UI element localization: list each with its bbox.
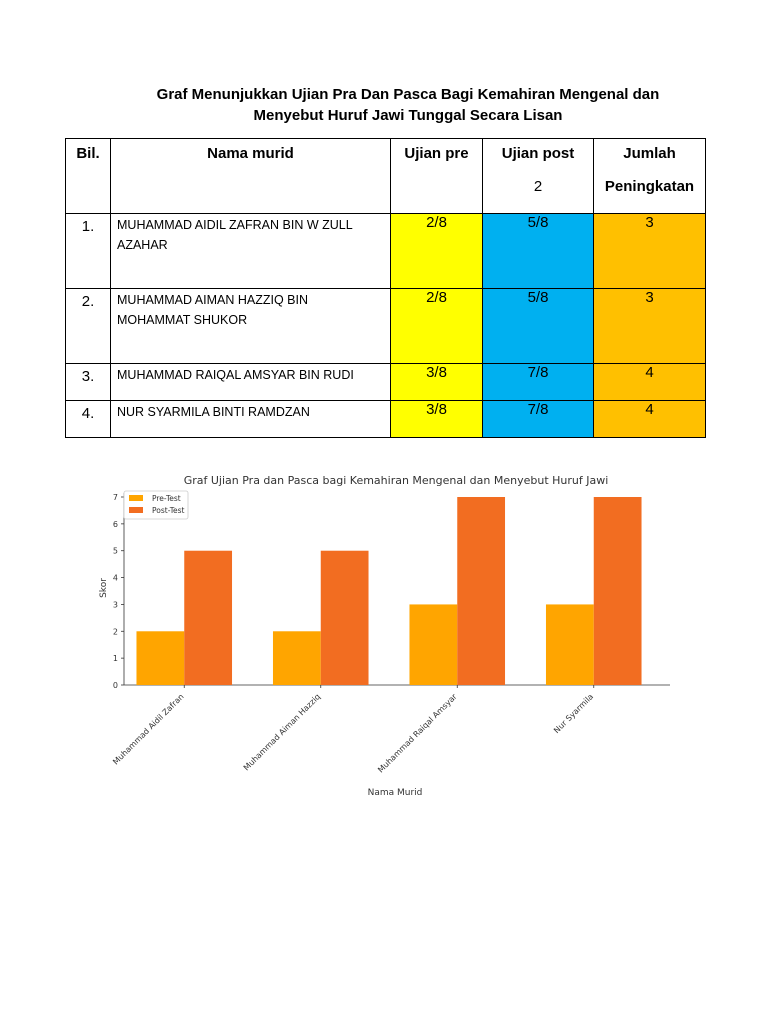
table-header-row <box>66 139 706 214</box>
legend-label-pre: Pre-Test <box>152 494 181 503</box>
table-row <box>66 364 706 401</box>
student-name: MUHAMMAD RAIQAL AMSYAR BIN RUDI <box>111 364 391 401</box>
gain-score: 3 <box>594 214 706 289</box>
x-tick-label: Nur Syarmila <box>552 692 596 736</box>
x-tick-label: Muhammad Aidil Zafran <box>111 692 186 767</box>
row-number: 3. <box>66 364 111 401</box>
header-bil: Bil. <box>66 139 111 214</box>
table-row <box>66 289 706 364</box>
header-ujian-post: Ujian post 2 <box>483 139 594 214</box>
plot-area <box>111 493 670 775</box>
y-tick-label: 7 <box>112 493 118 502</box>
y-tick-label: 1 <box>112 654 118 664</box>
student-name: MUHAMMAD AIDIL ZAFRAN BIN W ZULL AZAHAR <box>111 214 391 289</box>
title-line-2: Menyebut Huruf Jawi Tunggal Secara Lisan <box>253 107 563 124</box>
header-ujian-pre: Ujian pre <box>391 139 483 214</box>
chart-ylabel: Skor <box>99 578 109 598</box>
legend-swatch-post <box>129 507 143 513</box>
title-line-1: Graf Menunjukkan Ujian Pra Dan Pasca Bagi Kemahiran Mengenal dan <box>156 86 660 103</box>
pre-score: 3/8 <box>391 364 483 401</box>
y-tick-label: 2 <box>112 627 118 637</box>
bar-pre-test <box>546 604 594 685</box>
row-number: 4. <box>66 401 111 438</box>
legend-swatch-pre <box>129 495 143 501</box>
student-name: MUHAMMAD AIMAN HAZZIQ BIN MOHAMMAT SHUKOR <box>111 289 391 364</box>
x-tick-label: Muhammad Raiqal Amsyar <box>376 692 459 775</box>
y-tick-label: 6 <box>112 519 118 529</box>
bar-post-test <box>457 497 505 685</box>
post-score: 5/8 <box>483 214 594 289</box>
y-tick-label: 4 <box>112 573 118 583</box>
gain-score: 4 <box>594 364 706 401</box>
pre-score: 3/8 <box>391 401 483 438</box>
post-score: 7/8 <box>483 401 594 438</box>
table-row <box>66 401 706 438</box>
chart-xlabel: Nama Murid <box>367 788 423 798</box>
bar-post-test <box>321 551 369 685</box>
header-nama-murid: Nama murid <box>111 139 391 214</box>
table-row <box>66 214 706 289</box>
student-name: NUR SYARMILA BINTI RAMDZAN <box>111 401 391 438</box>
chart-title: Graf Ujian Pra dan Pasca bagi Kemahiran Mengenal dan Menyebut Huruf Jawi <box>183 474 609 487</box>
bar-pre-test <box>409 604 457 685</box>
bar-post-test <box>594 497 642 685</box>
legend-label-post: Post-Test <box>152 506 185 515</box>
x-tick-label: Muhammad Aiman Hazziq <box>241 692 323 773</box>
post-score: 5/8 <box>483 289 594 364</box>
y-tick-label: 5 <box>112 546 118 556</box>
header-jumlah-peningkatan: Jumlah Peningkatan <box>594 139 706 214</box>
bar-pre-test <box>273 631 321 685</box>
row-number: 1. <box>66 214 111 289</box>
bar-pre-test <box>136 631 184 685</box>
y-tick-label: 3 <box>112 600 118 610</box>
bar-post-test <box>184 551 232 685</box>
bar-chart <box>92 466 680 802</box>
gain-score: 4 <box>594 401 706 438</box>
document-title <box>0 84 768 126</box>
legend <box>124 491 188 519</box>
score-table <box>65 138 706 438</box>
row-number: 2. <box>66 289 111 364</box>
gain-score: 3 <box>594 289 706 364</box>
pre-score: 2/8 <box>391 289 483 364</box>
pre-score: 2/8 <box>391 214 483 289</box>
bar-chart-svg <box>92 466 680 802</box>
y-tick-label: 0 <box>112 681 118 690</box>
post-score: 7/8 <box>483 364 594 401</box>
